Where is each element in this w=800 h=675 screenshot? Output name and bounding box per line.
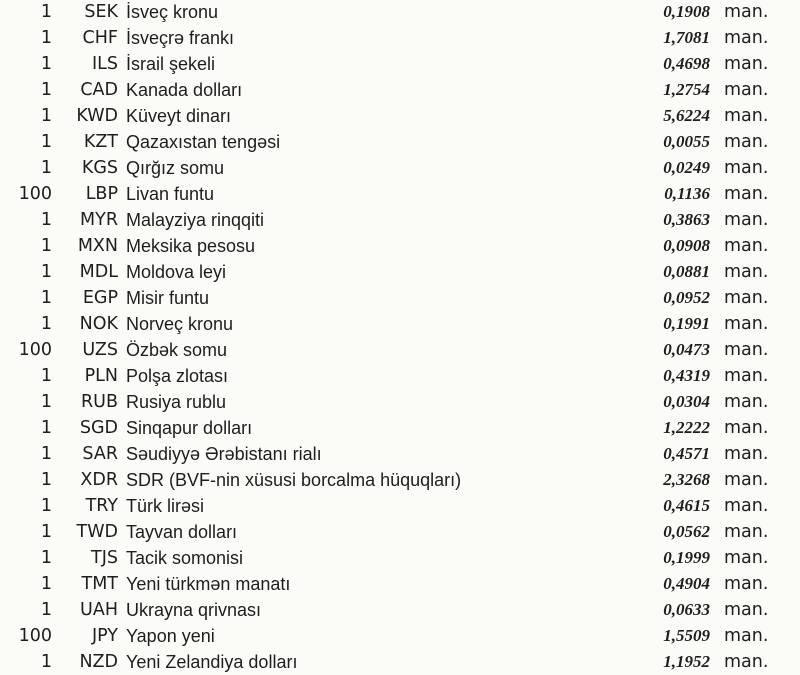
currency-code: TMT: [81, 574, 118, 594]
rate-row: [0, 649, 800, 675]
manat-unit: man.: [724, 80, 769, 100]
exchange-rate: 5,6224: [663, 106, 710, 125]
unit-amount: 100: [18, 626, 52, 646]
currency-name: Moldova leyi: [126, 262, 227, 282]
exchange-rate: 1,5509: [663, 626, 710, 645]
currency-name: Özbək somu: [126, 340, 228, 360]
unit-amount: 1: [40, 418, 52, 438]
currency-code: SGD: [79, 418, 118, 438]
currency-name: Qazaxıstan tengəsi: [126, 132, 281, 152]
currency-name: İsveç kronu: [126, 2, 219, 22]
manat-unit: man.: [724, 210, 769, 230]
currency-name: Səudiyyə Ərəbistanı rialı: [126, 444, 322, 464]
exchange-rate: 0,0473: [663, 340, 710, 359]
manat-unit: man.: [724, 132, 769, 152]
exchange-rate: 1,2222: [663, 418, 710, 437]
currency-code: XDR: [80, 470, 118, 490]
rate-row: [0, 597, 800, 623]
rate-row: [0, 77, 800, 103]
currency-code: SEK: [84, 2, 118, 22]
unit-amount: 1: [40, 444, 52, 464]
currency-name: Türk lirəsi: [126, 496, 205, 516]
manat-unit: man.: [724, 418, 769, 438]
exchange-rate: 0,0249: [663, 158, 710, 177]
unit-amount: 1: [40, 2, 52, 22]
manat-unit: man.: [724, 28, 769, 48]
rate-row: [0, 129, 800, 155]
rate-row: [0, 493, 800, 519]
rate-row: [0, 545, 800, 571]
currency-name: Ukrayna qrivnası: [126, 600, 262, 620]
exchange-rate: 0,0908: [663, 236, 710, 255]
currency-code: SAR: [82, 444, 118, 464]
manat-unit: man.: [724, 392, 769, 412]
exchange-rate: 0,1908: [663, 2, 710, 21]
rate-row: [0, 51, 800, 77]
unit-amount: 1: [40, 652, 52, 672]
currency-name: İsrail şekeli: [126, 54, 216, 74]
manat-unit: man.: [724, 106, 769, 126]
currency-name: Küveyt dinarı: [126, 106, 232, 126]
currency-code: RUB: [81, 392, 118, 412]
manat-unit: man.: [724, 626, 769, 646]
rate-row: [0, 519, 800, 545]
currency-name: Tacik somonisi: [126, 548, 244, 568]
rate-row: [0, 571, 800, 597]
unit-amount: 100: [18, 184, 52, 204]
unit-amount: 1: [40, 600, 52, 620]
unit-amount: 1: [40, 314, 52, 334]
currency-code: CHF: [82, 28, 118, 48]
exchange-rate: 0,3863: [663, 210, 710, 229]
manat-unit: man.: [724, 236, 769, 256]
exchange-rate: 0,4615: [663, 496, 710, 515]
rate-row: [0, 415, 800, 441]
manat-unit: man.: [724, 444, 769, 464]
currency-code: KZT: [83, 132, 118, 152]
unit-amount: 1: [40, 288, 52, 308]
rate-row: [0, 0, 800, 25]
rate-row: [0, 389, 800, 415]
unit-amount: 1: [40, 132, 52, 152]
exchange-rate: 0,0562: [663, 522, 710, 541]
exchange-rate: 1,1952: [663, 652, 710, 671]
exchange-rate: 0,4698: [663, 54, 710, 73]
currency-name: Yeni Zelandiya dolları: [126, 652, 298, 672]
currency-name: Tayvan dolları: [126, 522, 238, 542]
manat-unit: man.: [724, 652, 769, 672]
currency-name: Rusiya rublu: [126, 392, 227, 412]
unit-amount: 1: [40, 28, 52, 48]
currency-code: UAH: [80, 600, 118, 620]
currency-name: SDR (BVF-nin xüsusi borcalma hüquqları): [126, 470, 462, 490]
currency-name: Polşa zlotası: [126, 366, 229, 386]
exchange-rate: 0,0881: [663, 262, 710, 281]
manat-unit: man.: [724, 2, 769, 22]
manat-unit: man.: [724, 288, 769, 308]
unit-amount: 100: [18, 340, 52, 360]
rate-row: [0, 311, 800, 337]
manat-unit: man.: [724, 548, 769, 568]
currency-code: KGS: [81, 158, 118, 178]
currency-name: Qırğız somu: [126, 158, 225, 178]
exchange-rate: 0,0055: [663, 132, 710, 151]
exchange-rate: 0,1999: [663, 548, 710, 567]
exchange-rate: 1,2754: [663, 80, 710, 99]
currency-name: Meksika pesosu: [126, 236, 256, 256]
currency-code: MYR: [80, 210, 118, 230]
rate-row: [0, 337, 800, 363]
rate-row: [0, 285, 800, 311]
unit-amount: 1: [40, 548, 52, 568]
unit-amount: 1: [40, 158, 52, 178]
unit-amount: 1: [40, 236, 52, 256]
rate-row: [0, 103, 800, 129]
rate-row: [0, 155, 800, 181]
rate-row: [0, 467, 800, 493]
exchange-rate: 0,1991: [663, 314, 710, 333]
exchange-rate: 0,4904: [663, 574, 710, 593]
currency-code: EGP: [82, 288, 118, 308]
currency-name: İsveçrə frankı: [126, 28, 235, 48]
manat-unit: man.: [724, 262, 769, 282]
currency-code: MDL: [79, 262, 118, 282]
unit-amount: 1: [40, 262, 52, 282]
exchange-rate: 0,4571: [663, 444, 710, 463]
currency-code: TWD: [76, 522, 118, 542]
currency-code: KWD: [76, 106, 118, 126]
manat-unit: man.: [724, 314, 769, 334]
currency-code: TJS: [91, 548, 118, 568]
exchange-rate: 1,7081: [663, 28, 710, 47]
currency-name: Misir funtu: [126, 288, 210, 308]
unit-amount: 1: [40, 106, 52, 126]
currency-code: LBP: [85, 184, 118, 204]
manat-unit: man.: [724, 340, 769, 360]
currency-code: ILS: [91, 54, 118, 74]
currency-name: Livan funtu: [126, 184, 215, 204]
currency-name: Kanada dolları: [126, 80, 243, 100]
manat-unit: man.: [724, 574, 769, 594]
rate-row: [0, 441, 800, 467]
unit-amount: 1: [40, 574, 52, 594]
unit-amount: 1: [40, 392, 52, 412]
rate-row: [0, 363, 800, 389]
exchange-rate: 2,3268: [663, 470, 710, 489]
manat-unit: man.: [724, 496, 769, 516]
manat-unit: man.: [724, 600, 769, 620]
currency-code: TRY: [85, 496, 118, 516]
currency-name: Sinqapur dolları: [126, 418, 253, 438]
currency-name: Malayziya rinqqiti: [126, 210, 265, 230]
manat-unit: man.: [724, 158, 769, 178]
manat-unit: man.: [724, 522, 769, 542]
exchange-rate: 0,1136: [664, 184, 710, 203]
currency-code: NOK: [79, 314, 118, 334]
exchange-rate: 0,0633: [663, 600, 710, 619]
unit-amount: 1: [40, 496, 52, 516]
rate-row: [0, 25, 800, 51]
unit-amount: 1: [40, 522, 52, 542]
manat-unit: man.: [724, 184, 769, 204]
unit-amount: 1: [40, 80, 52, 100]
currency-name: Yeni türkmən manatı: [126, 574, 291, 594]
currency-code: JPY: [91, 626, 118, 646]
exchange-rate: 0,0304: [663, 392, 710, 411]
exchange-rate: 0,4319: [663, 366, 710, 385]
unit-amount: 1: [40, 54, 52, 74]
manat-unit: man.: [724, 470, 769, 490]
rate-row: [0, 181, 800, 207]
currency-code: NZD: [79, 652, 118, 672]
rate-row: [0, 207, 800, 233]
currency-code: MXN: [77, 236, 118, 256]
exchange-rate: 0,0952: [663, 288, 710, 307]
currency-code: UZS: [82, 340, 118, 360]
currency-code: CAD: [80, 80, 118, 100]
currency-code: PLN: [84, 366, 118, 386]
currency-name: Yapon yeni: [126, 626, 215, 646]
currency-name: Norveç kronu: [126, 314, 234, 334]
unit-amount: 1: [40, 366, 52, 386]
manat-unit: man.: [724, 54, 769, 74]
unit-amount: 1: [40, 210, 52, 230]
unit-amount: 1: [40, 470, 52, 490]
manat-unit: man.: [724, 366, 769, 386]
rate-row: [0, 233, 800, 259]
rate-row: [0, 259, 800, 285]
rate-row: [0, 623, 800, 649]
